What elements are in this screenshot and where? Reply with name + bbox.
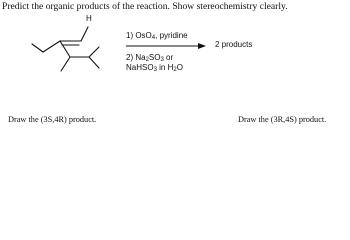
hydrogen-label: H bbox=[86, 14, 92, 23]
draw-prompt-3s4r: Draw the (3S,4R) product. bbox=[8, 115, 97, 124]
bond-ethyl-ch3 bbox=[32, 44, 43, 52]
bond-methyl-upper bbox=[89, 47, 99, 57]
products-label: 2 products bbox=[215, 40, 253, 49]
reagent-step-2-alternative: NaHSO$_3$ in $H_2O$ bbox=[126, 63, 183, 73]
alkene-structure bbox=[0, 0, 120, 100]
bond-ethyl-ch2 bbox=[43, 41, 60, 52]
question-text: Predict the organic products of the reaction. Show stereochemistry clearly. bbox=[2, 1, 288, 12]
bond-to-ch bbox=[60, 41, 70, 57]
reagent-step-1: 1) OsO$_4$, pyridine bbox=[126, 31, 188, 41]
bond-c-h bbox=[81, 27, 88, 41]
bond-methyl-lower bbox=[89, 57, 99, 68]
draw-prompt-3r4s: Draw the (3R,4S) product. bbox=[238, 115, 327, 124]
bond-methyl-down bbox=[61, 57, 70, 71]
reaction-arrow bbox=[126, 41, 206, 51]
reagent-step-2: 2) $Na_2SO_3$ or bbox=[126, 53, 174, 63]
